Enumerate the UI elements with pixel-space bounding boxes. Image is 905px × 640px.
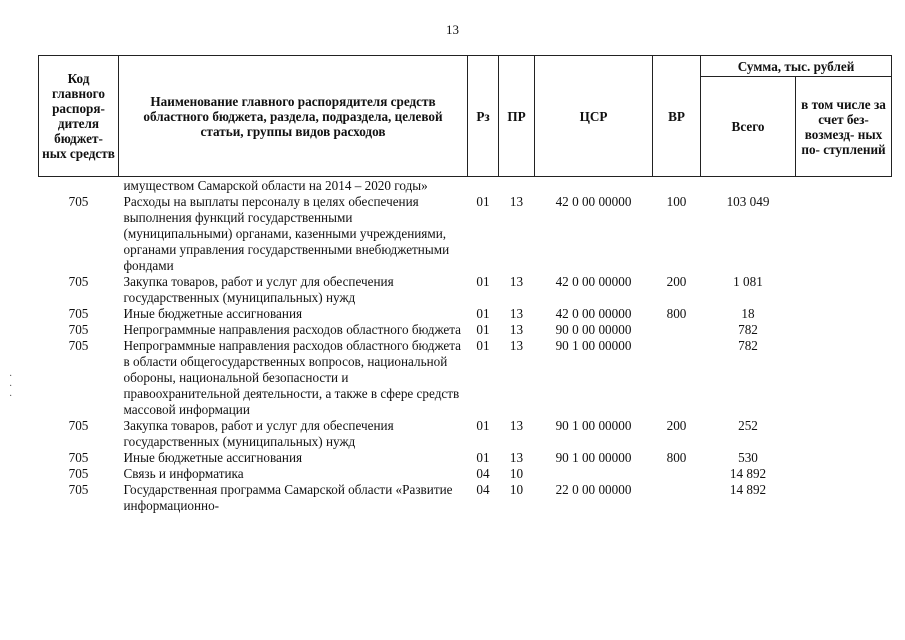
row-pr: 13	[509, 338, 524, 353]
row-code: 705	[68, 322, 89, 337]
header-rz: Рз	[468, 56, 499, 177]
table-body	[39, 177, 892, 515]
row-code: 705	[68, 274, 89, 289]
row-pr: 13	[509, 274, 524, 289]
row-name: Расходы на выплаты персоналу в целях обеспечения выполнения функций государственными (муниципальными) органами, казенными учреждениями, органами управления государственными внебюджетными фондами	[123, 194, 450, 273]
row-csr: 90 1 00 00000	[555, 450, 632, 465]
row-rz: 01	[476, 194, 490, 209]
row-code: 705	[68, 466, 89, 481]
row-rz: 01	[476, 418, 490, 433]
row-rz: 04	[476, 466, 490, 481]
row-incl	[796, 322, 892, 338]
row-vr	[653, 338, 701, 418]
table-row	[39, 466, 892, 482]
row-total: 782	[738, 322, 758, 337]
table-row	[39, 177, 892, 195]
row-total: 18	[741, 306, 755, 321]
row-pr: 10	[509, 466, 524, 481]
row-vr	[653, 466, 701, 482]
table-row	[39, 482, 892, 514]
row-vr: 100	[666, 194, 687, 209]
table-row	[39, 274, 892, 306]
row-rz: 04	[476, 482, 490, 497]
table-row	[39, 306, 892, 322]
header-incl: в том числе за счет без- возмезд- ных по- ступлений	[796, 77, 892, 177]
header-pr: ПР	[499, 56, 535, 177]
margin-marks: · · ·	[9, 371, 13, 402]
row-total: 1 081	[733, 274, 763, 289]
row-code: 705	[68, 338, 89, 353]
row-csr: 42 0 00 00000	[555, 274, 632, 289]
row-code: 705	[68, 418, 89, 433]
page-number: 13	[446, 22, 459, 37]
row-name: имуществом Самарской области на 2014 – 2020 годы»	[123, 178, 428, 193]
row-name: Закупка товаров, работ и услуг для обеспечения государственных (муниципальных) нужд	[123, 418, 394, 449]
row-pr	[499, 177, 535, 195]
table-row	[39, 194, 892, 274]
row-pr: 13	[509, 418, 524, 433]
table-row	[39, 418, 892, 450]
row-rz: 01	[476, 450, 490, 465]
row-pr: 13	[509, 306, 524, 321]
row-csr: 42 0 00 00000	[555, 306, 632, 321]
row-incl	[796, 338, 892, 418]
row-csr: 22 0 00 00000	[555, 482, 632, 497]
row-incl	[796, 177, 892, 195]
row-name: Связь и информатика	[123, 466, 244, 481]
row-code	[39, 177, 119, 195]
row-pr: 13	[509, 194, 524, 209]
row-code: 705	[68, 306, 89, 321]
row-csr: 90 1 00 00000	[555, 418, 632, 433]
header-code: Код главного распоря- дителя бюджет- ных средств	[39, 56, 119, 177]
row-vr	[653, 177, 701, 195]
row-name: Непрограммные направления расходов областного бюджета	[123, 322, 462, 337]
row-incl	[796, 274, 892, 306]
row-code: 705	[68, 450, 89, 465]
row-code: 705	[68, 482, 89, 497]
row-incl	[796, 466, 892, 482]
row-incl	[796, 418, 892, 450]
header-total: Всего	[701, 77, 796, 177]
row-vr: 200	[666, 418, 687, 433]
header-sum: Сумма, тыс. рублей	[701, 56, 892, 77]
row-csr: 90 0 00 00000	[555, 322, 632, 337]
row-vr	[653, 322, 701, 338]
row-rz: 01	[476, 338, 490, 353]
header-vr: ВР	[653, 56, 701, 177]
row-csr: 90 1 00 00000	[555, 338, 632, 353]
row-name: Иные бюджетные ассигнования	[123, 450, 303, 465]
row-name: Непрограммные направления расходов областного бюджета в области общегосударственных вопросов, национальной обороны, национальной безопасности и правоохранительной деятельности, а также в сфере средств массовой информации	[123, 338, 462, 417]
row-total: 530	[738, 450, 758, 465]
row-pr: 10	[509, 482, 524, 497]
row-rz: 01	[476, 274, 490, 289]
row-incl	[796, 450, 892, 466]
row-total: 252	[738, 418, 758, 433]
row-csr: 42 0 00 00000	[555, 194, 632, 209]
header-csr: ЦСР	[535, 56, 653, 177]
row-csr	[535, 177, 653, 195]
row-vr	[653, 482, 701, 514]
row-rz	[468, 177, 499, 195]
row-vr: 200	[666, 274, 687, 289]
row-csr	[535, 466, 653, 482]
row-name: Иные бюджетные ассигнования	[123, 306, 303, 321]
row-pr: 13	[509, 450, 524, 465]
row-total: 14 892	[729, 466, 767, 481]
table-row	[39, 322, 892, 338]
row-total: 14 892	[729, 482, 767, 497]
row-rz: 01	[476, 306, 490, 321]
table-row	[39, 338, 892, 418]
row-vr: 800	[666, 306, 687, 321]
header-name: Наименование главного распорядителя средств областного бюджета, раздела, подраздела, целевой статьи, группы видов расходов	[119, 56, 468, 177]
row-pr: 13	[509, 322, 524, 337]
row-incl	[796, 306, 892, 322]
row-total	[701, 177, 796, 195]
row-code: 705	[68, 194, 89, 209]
budget-table	[38, 55, 892, 514]
row-rz: 01	[476, 322, 490, 337]
row-vr: 800	[666, 450, 687, 465]
row-total: 782	[738, 338, 758, 353]
row-name: Закупка товаров, работ и услуг для обеспечения государственных (муниципальных) нужд	[123, 274, 394, 305]
row-incl	[796, 194, 892, 274]
row-incl	[796, 482, 892, 514]
row-total: 103 049	[726, 194, 770, 209]
table-row	[39, 450, 892, 466]
row-name: Государственная программа Самарской области «Развитие информационно-	[123, 482, 453, 513]
